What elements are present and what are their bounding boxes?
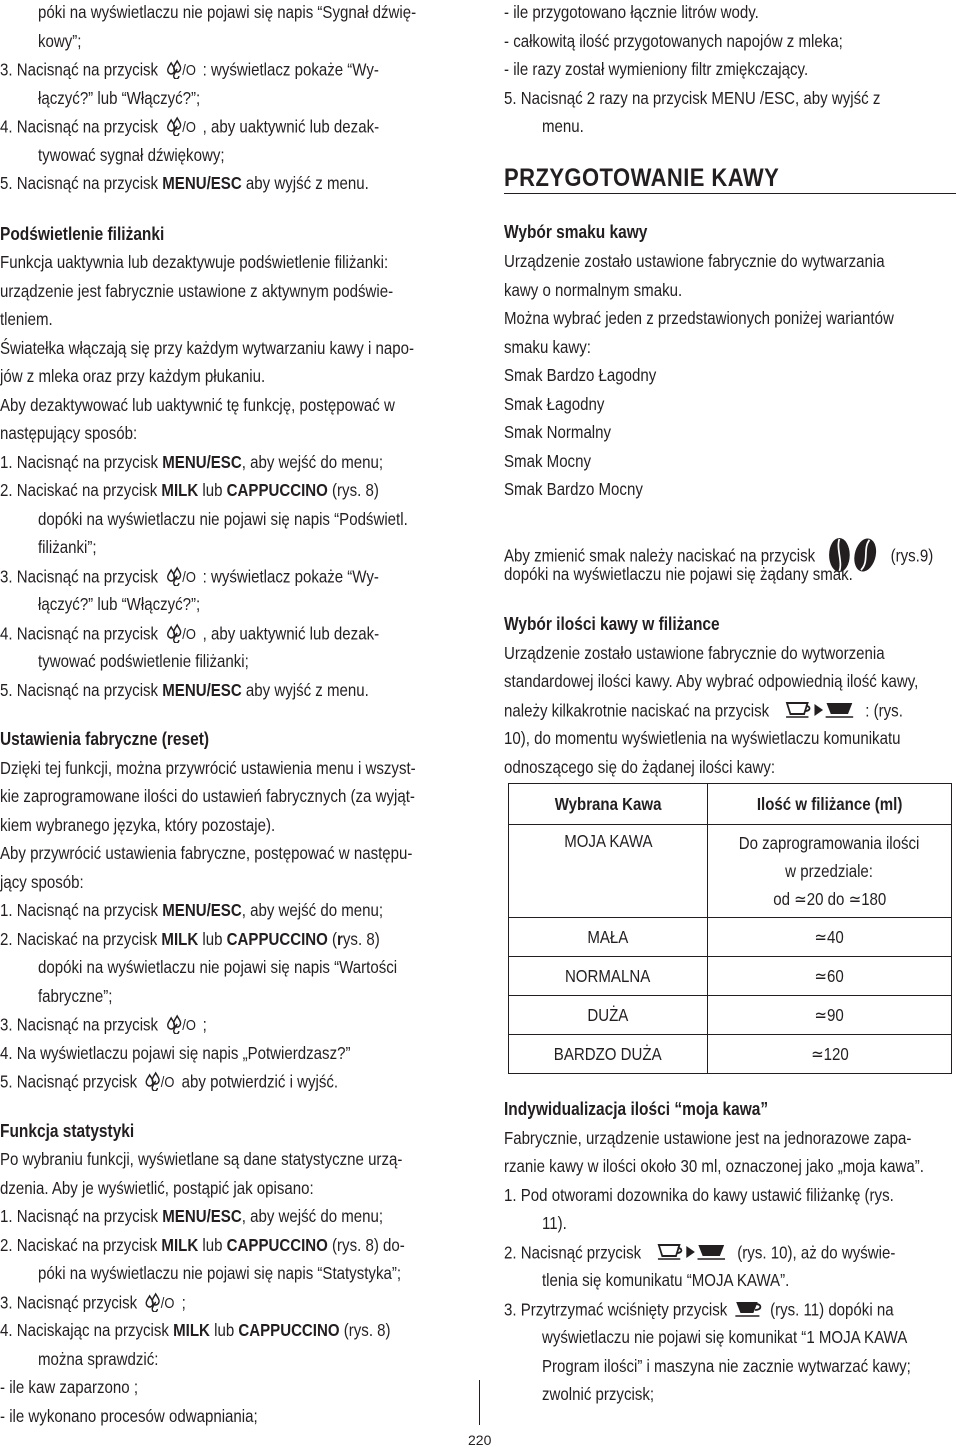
- drops-icon: [165, 566, 196, 590]
- text-line: można sprawdzić:: [38, 1349, 159, 1369]
- cup-arrow-cup-icon: [657, 1242, 728, 1266]
- step-line: 4. Nacisnąć na przycisk /O , aby uaktywnić lub dezak-: [0, 623, 379, 647]
- drops-icon: [165, 623, 196, 647]
- drops-icon: [144, 1071, 175, 1095]
- step-line: [0, 59, 379, 83]
- text-line: menu.: [542, 116, 584, 136]
- list-item: - ile kaw zaparzono ;: [0, 1377, 139, 1397]
- table-cell: ≃120: [708, 1035, 952, 1074]
- text-line: odnoszącego się do żądanej ilości kawy:: [504, 757, 776, 777]
- step-line: 1. Nacisnąć na przycisk MENU/ESC, aby wejść do menu;: [0, 1206, 384, 1226]
- text-line: tywować podświetlenie filiżanki;: [38, 651, 249, 671]
- list-item: - ile wykonano procesów odwapniania;: [0, 1406, 258, 1426]
- table-row: [509, 1035, 952, 1074]
- text-line: póki na wyświetlaczu nie pojawi się napis “Statystyka”;: [38, 1263, 402, 1283]
- text-line: łączyć?” lub “Włączyć?”;: [38, 88, 201, 108]
- step-line: 4. Naciskając na przycisk MILK lub CAPPUCCINO (rys. 8): [0, 1320, 391, 1340]
- text-line: dopóki na wyświetlaczu nie pojawi się napis “Podświetl.: [38, 509, 408, 529]
- svg-text:/OK: /O: [182, 568, 196, 586]
- cup-arrow-cup-icon: [785, 700, 856, 724]
- text-line: kiem wybranego języka, który pozostaje).: [0, 815, 276, 835]
- text-line: dopóki na wyświetlaczu nie pojawi się żądany smak.: [504, 564, 853, 584]
- list-item: Smak Bardzo Mocny: [504, 479, 643, 499]
- text-line: Urządzenie zostało ustawione fabrycznie do wytworzenia: [504, 643, 885, 663]
- table-cell: BARDZO DUŻA: [509, 1035, 708, 1074]
- text-line: kawy o normalnym smaku.: [504, 280, 683, 300]
- text-line: póki na wyświetlaczu nie pojawi się napis “Sygnał dźwię-: [38, 2, 417, 22]
- step-line: 3. Przytrzymać wciśnięty przycisk (rys. 11) dopóki na: [504, 1299, 894, 1323]
- list-item: - ile razy został wymieniony filtr zmiękczający.: [504, 59, 809, 79]
- step-line: 1. Pod otworami dozownika do kawy ustawić filiżankę (rys.: [504, 1185, 894, 1205]
- table-row: [509, 918, 952, 957]
- svg-text:/OK: /O: [182, 625, 196, 643]
- text-line: tleniem.: [0, 309, 53, 329]
- page-number: 220: [468, 1432, 492, 1448]
- table-cell: NORMALNA: [509, 957, 708, 996]
- text-line: dopóki na wyświetlaczu nie pojawi się napis “Wartości: [38, 957, 398, 977]
- table-cell: DUŻA: [509, 996, 708, 1035]
- table-cell: MOJA KAWA: [509, 825, 708, 918]
- text-line: kie zaprogramowane ilości do ustawień fabrycznych (za wyjąt-: [0, 786, 415, 806]
- table-row: [509, 825, 952, 918]
- drops-icon: [165, 116, 196, 140]
- table-header-row: [509, 784, 952, 825]
- text-line: Światełka włączają się przy każdym wytwarzaniu kawy i napo-: [0, 338, 415, 358]
- svg-text:/OK: /O: [182, 118, 196, 136]
- text-line: 11).: [542, 1213, 567, 1233]
- step-line: 4. Nacisnąć na przycisk /O , aby uaktywnić lub dezak-: [0, 116, 379, 140]
- svg-text:/OK: /O: [182, 1016, 196, 1034]
- text-line: Urządzenie zostało ustawione fabrycznie do wytwarzania: [504, 251, 885, 271]
- text-line: wyświetlaczu nie pojawi się komunikat “1 MOJA KAWA: [542, 1327, 908, 1347]
- drops-icon: [165, 1014, 196, 1038]
- text-line: Aby zmienić smak należy naciskać na przycisk (rys.9): [504, 536, 933, 578]
- text-line: tlenia się komunikatu “MOJA KAWA”.: [542, 1270, 790, 1290]
- text-line: smaku kawy:: [504, 337, 591, 357]
- list-item: Smak Bardzo Łagodny: [504, 365, 657, 385]
- list-item: - całkowitą ilość przygotowanych napojów z mleka;: [504, 31, 843, 51]
- text-line: filiżanki”;: [38, 537, 97, 557]
- text-line: zwolnić przycisk;: [542, 1384, 655, 1404]
- list-item: Smak Mocny: [504, 451, 591, 471]
- text-line: następujący sposób:: [0, 423, 138, 443]
- text-line: jący sposób:: [0, 872, 84, 892]
- step-line: 5. Nacisnąć na przycisk MENU/ESC aby wyjść z menu.: [0, 173, 369, 193]
- page-divider: [479, 1380, 480, 1425]
- svg-text:/OK: /O: [161, 1294, 175, 1312]
- cup-icon: [734, 1299, 763, 1323]
- step-line: 2. Naciskać na przycisk MILK lub CAPPUCCINO (rys. 8): [0, 480, 379, 500]
- text-line: rzanie kawy w ilości około 30 ml, oznaczonej jako „moja kawa”.: [504, 1156, 924, 1176]
- table-row: [509, 996, 952, 1035]
- text-line: kowy”;: [38, 31, 82, 51]
- section-heading: Funkcja statystyki: [0, 1121, 135, 1141]
- table-header: Ilość w filiżance (ml): [708, 784, 952, 825]
- text-line: Aby przywrócić ustawienia fabryczne, postępować w następu-: [0, 843, 413, 863]
- step-text: : wyświetlacz pokaże “Wy-: [202, 59, 379, 80]
- text-line: należy kilkakrotnie naciskać na przycisk : (rys.: [504, 700, 903, 724]
- text-line: łączyć?” lub “Włączyć?”;: [38, 594, 201, 614]
- drops-icon: [165, 59, 196, 83]
- table-cell: Do zaprogramowania ilości w przedziale: od ≃20 do ≃180: [708, 825, 952, 918]
- text-line: tywować sygnał dźwiękowy;: [38, 145, 225, 165]
- page-title: PRZYGOTOWANIE KAWY: [504, 164, 780, 192]
- text-line: standardowej ilości kawy. Aby wybrać odpowiednią ilość kawy,: [504, 671, 919, 691]
- text-line: 4. Na wyświetlaczu pojawi się napis „Potwierdzasz?”: [0, 1043, 351, 1063]
- step-line: 5. Nacisnąć przycisk /O aby potwierdzić i wyjść.: [0, 1071, 338, 1095]
- text-line: 10), do momentu wyświetlenia na wyświetlaczu komunikatu: [504, 728, 901, 748]
- text-line: jów z mleka oraz przy każdym płukaniu.: [0, 366, 266, 386]
- svg-text:/OK: /O: [161, 1073, 175, 1091]
- text-line: Program ilości” i maszyna nie zacznie wytwarzać kawy;: [542, 1356, 911, 1376]
- table-header: Wybrana Kawa: [509, 784, 708, 825]
- section-heading: Indywidualizacja ilości “moja kawa”: [504, 1099, 769, 1119]
- section-heading: Wybór ilości kawy w filiżance: [504, 614, 720, 634]
- step-line: 3. Nacisnąć przycisk /O ;: [0, 1292, 186, 1316]
- step-line: 5. Nacisnąć na przycisk MENU/ESC aby wyjść z menu.: [0, 680, 369, 700]
- step-line: 5. Nacisnąć 2 razy na przycisk MENU /ESC, aby wyjść z: [504, 88, 881, 108]
- step-line: 3. Nacisnąć na przycisk /O : wyświetlacz pokaże “Wy-: [0, 566, 379, 590]
- table-cell: MAŁA: [509, 918, 708, 957]
- step-line: 1. Nacisnąć na przycisk MENU/ESC, aby wejść do menu;: [0, 900, 384, 920]
- list-item: - ile przygotowano łącznie litrów wody.: [504, 2, 759, 22]
- section-heading: Ustawienia fabryczne (reset): [0, 729, 210, 749]
- title-underline: [504, 193, 956, 194]
- text-line: Dzięki tej funkcji, można przywrócić ustawienia menu i wszyst-: [0, 758, 416, 778]
- text-line: Funkcja uaktywnia lub dezaktywuje podświetlenie filiżanki:: [0, 252, 389, 272]
- section-heading: Wybór smaku kawy: [504, 222, 648, 242]
- list-item: Smak Normalny: [504, 422, 612, 442]
- text-line: dzenia. Aby je wyświetlić, postąpić jak opisano:: [0, 1178, 314, 1198]
- step-line: 1. Nacisnąć na przycisk MENU/ESC, aby wejść do menu;: [0, 452, 384, 472]
- text-line: Po wybraniu funkcji, wyświetlane są dane statystyczne urzą-: [0, 1149, 403, 1169]
- step-line: 2. Naciskać na przycisk MILK lub CAPPUCCINO (rys. 8) do-: [0, 1235, 405, 1255]
- drops-icon: [144, 1292, 175, 1316]
- text-line: Aby dezaktywować lub uaktywnić tę funkcję, postępować w: [0, 395, 395, 415]
- text-line: fabryczne”;: [38, 986, 113, 1006]
- step-text: 3. Nacisnąć na przycisk: [0, 59, 159, 80]
- table-cell: ≃60: [708, 957, 952, 996]
- svg-text:/OK: /O: [182, 61, 196, 79]
- table-cell: ≃90: [708, 996, 952, 1035]
- section-heading: Podświetlenie filiżanki: [0, 224, 165, 244]
- step-line: 2. Naciskać na przycisk MILK lub CAPPUCCINO (rys. 8): [0, 929, 380, 949]
- step-line: 2. Nacisnąć przycisk (rys. 10), aż do wyświe-: [504, 1242, 895, 1266]
- coffee-quantity-table: [508, 783, 952, 1074]
- step-line: 3. Nacisnąć na przycisk /O ;: [0, 1014, 207, 1038]
- table-cell: ≃40: [708, 918, 952, 957]
- table-row: [509, 957, 952, 996]
- list-item: Smak Łagodny: [504, 394, 605, 414]
- text-line: Fabrycznie, urządzenie ustawione jest na jednorazowe zapa-: [504, 1128, 912, 1148]
- text-line: urządzenie jest fabrycznie ustawione z aktywnym podświe-: [0, 281, 394, 301]
- text-line: Można wybrać jeden z przedstawionych poniżej wariantów: [504, 308, 894, 328]
